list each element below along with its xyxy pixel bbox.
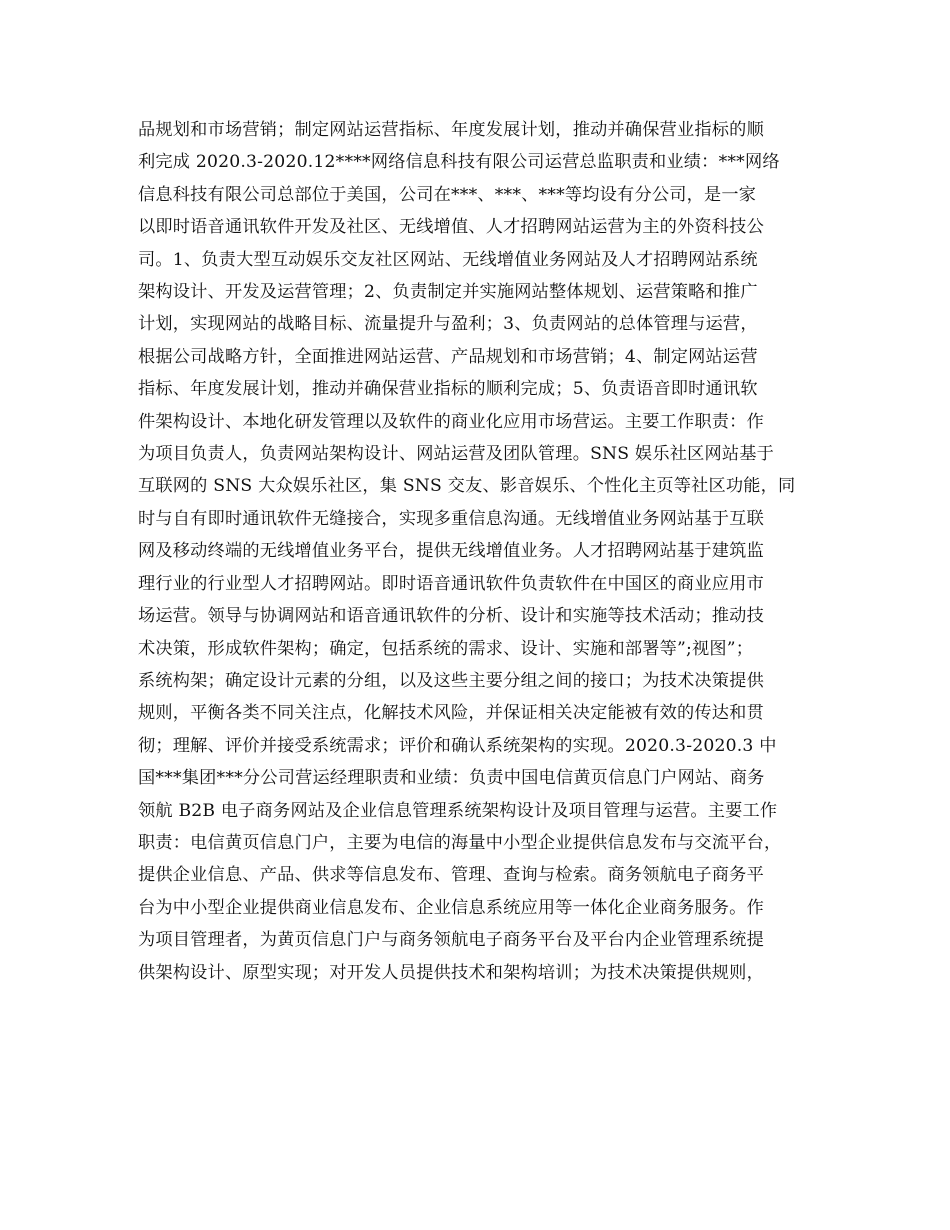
text-line: 为项目管理者，为黄页信息门户与商务领航电子商务平台及平台内企业管理系统提 xyxy=(138,930,764,951)
body-text xyxy=(138,114,828,989)
text-line: 计划，实现网站的战略目标、流量提升与盈利；3、负责网站的总体管理与运营， xyxy=(138,314,758,335)
text-line: 网及移动终端的无线增值业务平台，提供无线增值业务。人才招聘网站基于建筑监 xyxy=(138,541,764,562)
text-line: 彻；理解、评价并接受系统需求；评价和确认系统架构的实现。2020.3-2020.3 中 xyxy=(138,735,777,756)
text-line: 系统构架；确定设计元素的分组，以及这些主要分组之间的接口；为技术决策提供 xyxy=(138,670,764,691)
text-line: 理行业的行业型人才招聘网站。即时语音通讯软件负责软件在中国区的商业应用市 xyxy=(138,573,764,594)
text-line: 为项目负责人，负责网站架构设计、网站运营及团队管理。SNS 娱乐社区网站基于 xyxy=(138,444,775,465)
text-line: 司。1、负责大型互动娱乐交友社区网站、无线增值业务网站及人才招聘网站系统 xyxy=(138,249,758,270)
text-line: 提供企业信息、产品、供求等信息发布、管理、查询与检索。商务领航电子商务平 xyxy=(138,865,764,886)
text-line: 场运营。领导与协调网站和语音通讯软件的分析、设计和实施等技术活动；推动技 xyxy=(138,606,764,627)
text-line: 供架构设计、原型实现；对开发人员提供技术和架构培训；为技术决策提供规则， xyxy=(138,962,764,983)
text-line: 架构设计、开发及运营管理；2、负责制定并实施网站整体规划、运营策略和推广 xyxy=(138,282,758,303)
text-line: 职责：电信黄页信息门户，主要为电信的海量中小型企业提供信息发布与交流平台， xyxy=(138,832,782,853)
text-line: 件架构设计、本地化研发管理以及软件的商业化应用市场营运。主要工作职责：作 xyxy=(138,411,764,432)
text-line: 领航 B2B 电子商务网站及企业信息管理系统架构设计及项目管理与运营。主要工作 xyxy=(138,800,778,821)
text-line: 时与自有即时通讯软件无缝接合，实现多重信息沟通。无线增值业务网站基于互联 xyxy=(138,508,764,529)
text-line: 国***集团***分公司营运经理职责和业绩：负责中国电信黄页信息门户网站、商务 xyxy=(138,768,765,789)
text-line: 互联网的 SNS 大众娱乐社区，集 SNS 交友、影音娱乐、个性化主页等社区功能，同 xyxy=(138,476,796,497)
text-line: 以即时语音通讯软件开发及社区、无线增值、人才招聘网站运营为主的外资科技公 xyxy=(138,217,764,238)
text-line: 台为中小型企业提供商业信息发布、企业信息系统应用等一体化企业商务服务。作 xyxy=(138,897,764,918)
text-line: 利完成 2020.3-2020.12****网络信息科技有限公司运营总监职责和业绩：***网络 xyxy=(138,152,780,173)
text-line: 信息科技有限公司总部位于美国，公司在***、***、***等均设有分公司，是一家 xyxy=(138,184,757,205)
text-line: 指标、年度发展计划，推动并确保营业指标的顺利完成；5、负责语音即时通讯软 xyxy=(138,379,758,400)
text-line: 规则，平衡各类不同关注点，化解技术风险，并保证相关决定能被有效的传达和贯 xyxy=(138,703,764,724)
text-line: 品规划和市场营销；制定网站运营指标、年度发展计划，推动并确保营业指标的顺 xyxy=(138,120,764,140)
text-line: 术决策，形成软件架构；确定，包括系统的需求、设计、实施和部署等”;视图”； xyxy=(138,638,754,659)
text-line: 根据公司战略方针，全面推进网站运营、产品规划和市场营销；4、制定网站运营 xyxy=(138,346,758,367)
